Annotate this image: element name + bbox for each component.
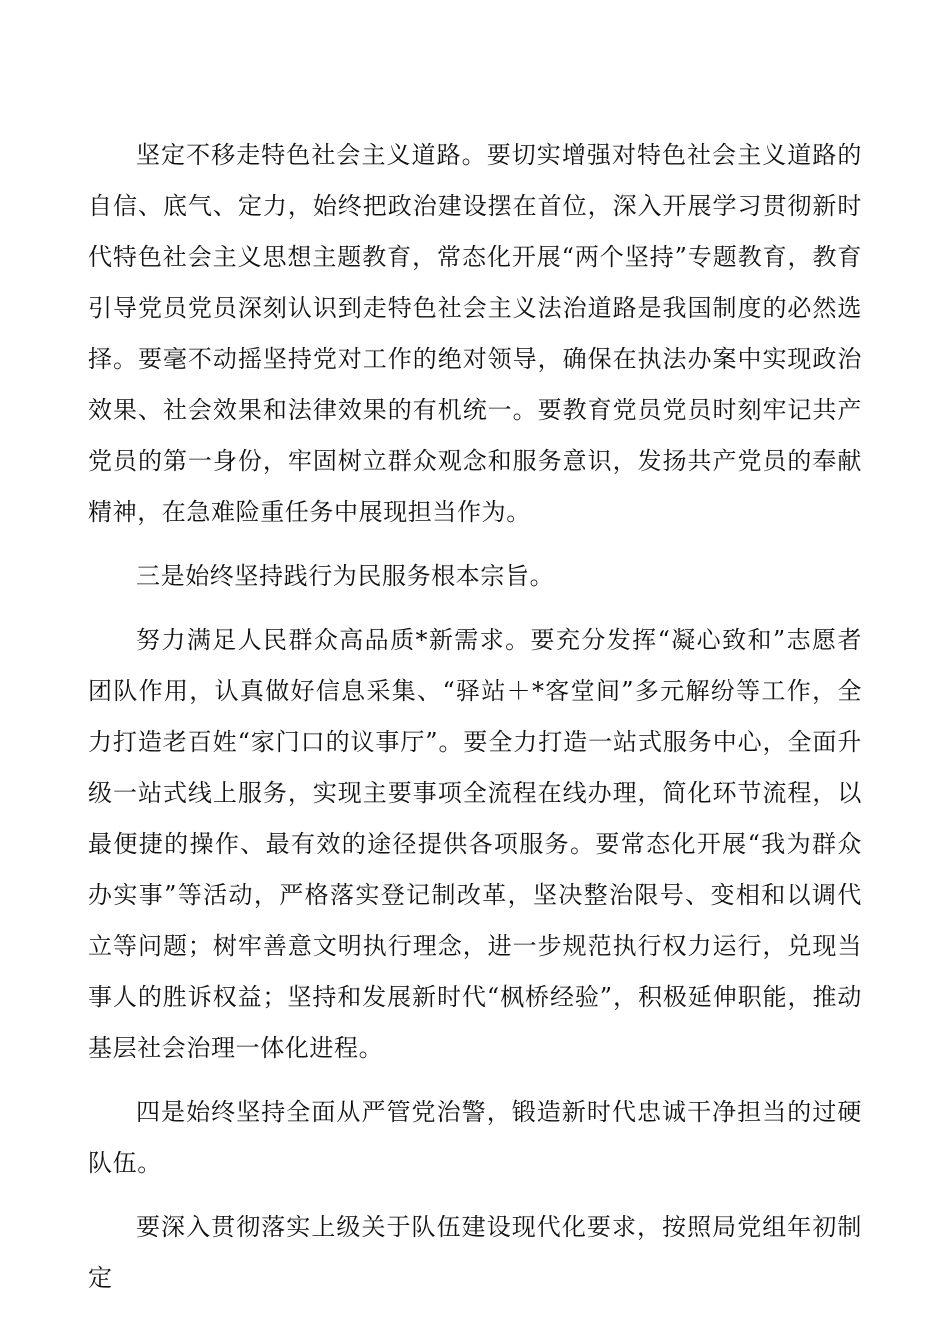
paragraph-serve-people: 努力满足人民群众高品质*新需求。要充分发挥“凝心致和”志愿者团队作用，认真做好信息采集、“驿站＋*客堂间”多元解纷等工作，全力打造老百姓“家门口的议事厅”。要全力打造一站式服务中心，全面升级一站式线上服务，实现主要事项全流程在线办理，简化环节流程，以最便捷的操作、最有效的途径提供各项服务。要常态化开展“我为群众办实事”等活动，严格落实登记制改革，坚决整治限号、变相和以调代立等问题；树牢善意文明执行理念，进一步规范执行权力运行，兑现当事人的胜诉权益；坚持和发展新时代“枫桥经验”，积极延伸职能，推动基层社会治理一体化进程。 — [88, 626, 862, 1062]
paragraph-road: 坚定不移走特色社会主义道路。要切实增强对特色社会主义道路的自信、底气、定力，始终把政治建设摆在首位，深入开展学习贯彻新时代特色社会主义思想主题教育，常态化开展“两个坚持”专题教育，教育引导党员党员深刻认识到走特色社会主义法治道路是我国制度的必然选择。要毫不动摇坚持党对工作的绝对领导，确保在执法办案中实现政治效果、社会效果和法律效果的有机统一。要教育党员党员时刻牢记共产党员的第一身份，牢固树立群众观念和服务意识，发扬共产党员的奉献精神，在急难险重任务中展现担当作为。 — [88, 141, 862, 526]
heading-strict-governance: 四是始终坚持全面从严管党治警，锻造新时代忠诚干净担当的过硬队伍。 — [88, 1098, 862, 1177]
heading-serve-people: 三是始终坚持践行为民服务根本宗旨。 — [136, 562, 555, 590]
document-body — [88, 130, 862, 1304]
paragraph-team-building: 要深入贯彻落实上级关于队伍建设现代化要求，按照局党组年初制定 — [88, 1213, 862, 1292]
